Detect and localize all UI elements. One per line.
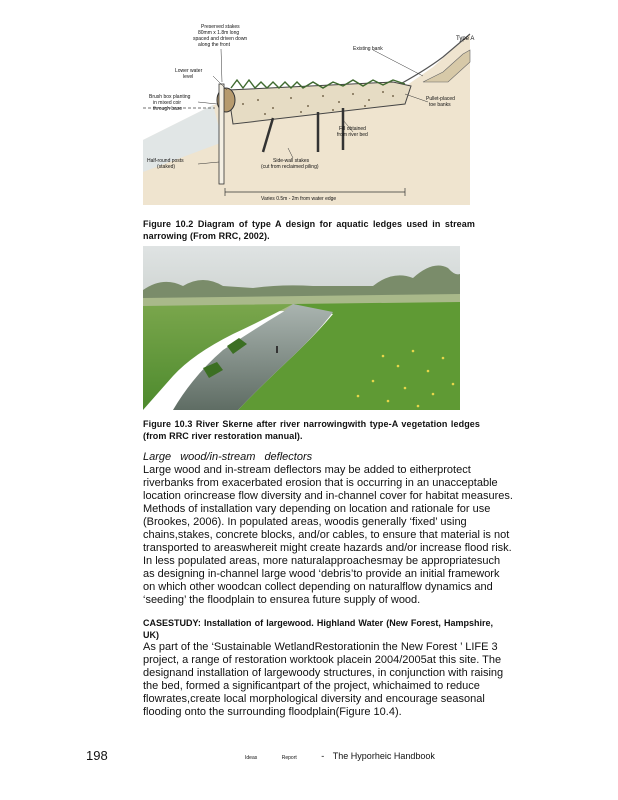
river-skerne-photo — [143, 246, 460, 410]
section-heading: Large wood/in-stream deflectors — [143, 451, 313, 463]
page-number: 198 — [86, 748, 108, 763]
case-study-title: CASESTUDY: Installation of largewood. Highland Water (New Forest, Hampshire, UK) — [143, 618, 493, 640]
page-footer — [245, 751, 445, 761]
case-study-paragraph: As part of the ‘Sustainable WetlandRestorationin the New Forest ’ LIFE 3 project, a range of restoration worktook placein 2004/2005at this site. The designand installation of largewoody structures, in conjunction with raising the bed, formed a significantpart of the project, whichaimed to reduce flowrates,create local morphological diversity and encourage seasonal flooding onto the surrounding floodplain(Figure 10.4). — [143, 641, 504, 718]
label-lower-water-2: level — [183, 74, 194, 80]
footer-left-a: Ideas — [245, 755, 258, 761]
front-stake — [219, 84, 224, 184]
label-halfround-1: Half-round posts — [147, 158, 184, 164]
section-paragraph: Large wood and in-stream deflectors may be added to eitherprotect riverbanks from exacerbated erosion that is occurring in an unacceptable location orincrease flow diversity and in-channel cover for habitat measures. Methods of installation vary depending on location and rationale for use (Brookes, 2006). In populated areas, woodis generally ‘fixed’ using chains,stakes, concrete blocks, and/or cables, to ensure that material is not transported to areaswhereit might create hazards and/or increase flood risk. In less populated areas, more naturalapproachesmay be appropriatesuch as designing in-channel large wood ‘debris’to provide an initial framework on which other woodcan collect depending on naturalflow dynamics and ‘seeding’ the floodplain to ensurea future supply of wood. — [143, 464, 513, 606]
label-stakes-2: 80mm x 1.8m long — [198, 30, 240, 36]
label-fill-2: from river bed — [337, 132, 368, 138]
label-type: Type A — [456, 36, 475, 42]
label-stakes-4: along the front — [198, 42, 230, 48]
label-brush-1: Brush box planting — [149, 94, 191, 100]
footer-left-b: Report — [281, 755, 297, 761]
figure-in-water — [276, 346, 278, 353]
label-brush-2: in mixed coir — [153, 100, 182, 106]
footer-separator: - — [321, 751, 325, 761]
label-stakes-3: spaced and driven down — [193, 36, 248, 42]
label-fill-1: Fill obtained — [339, 126, 366, 132]
type-a-ledge-diagram — [143, 22, 475, 205]
label-sidewall-1: Side-wall stakes — [273, 158, 310, 164]
label-halfround-2: (staked) — [157, 164, 176, 170]
label-sidewall-2: (cut from reclaimed piling) — [261, 164, 319, 170]
label-lower-water-1: Lower water — [175, 68, 203, 74]
label-stakes-1: Preserved stakes — [201, 24, 240, 30]
label-existing-bank: Existing bank — [353, 46, 383, 52]
label-varies: Varies 0.5m - 2m from water edge — [261, 196, 337, 202]
label-profiled-1: Pullet-placed — [426, 96, 455, 102]
label-profiled-2: toe banks — [429, 102, 451, 108]
figure-10-2-caption: Figure 10.2 Diagram of type A design for aquatic ledges used in stream narrowing (From RRC, 2002). — [143, 219, 475, 241]
footer-title: The Hyporheic Handbook — [332, 751, 435, 761]
label-brush-3: through base — [153, 106, 183, 112]
figure-10-3-caption: Figure 10.3 River Skerne after river narrowingwith type-A vegetation ledges (from RRC river restoration manual). — [143, 419, 480, 441]
